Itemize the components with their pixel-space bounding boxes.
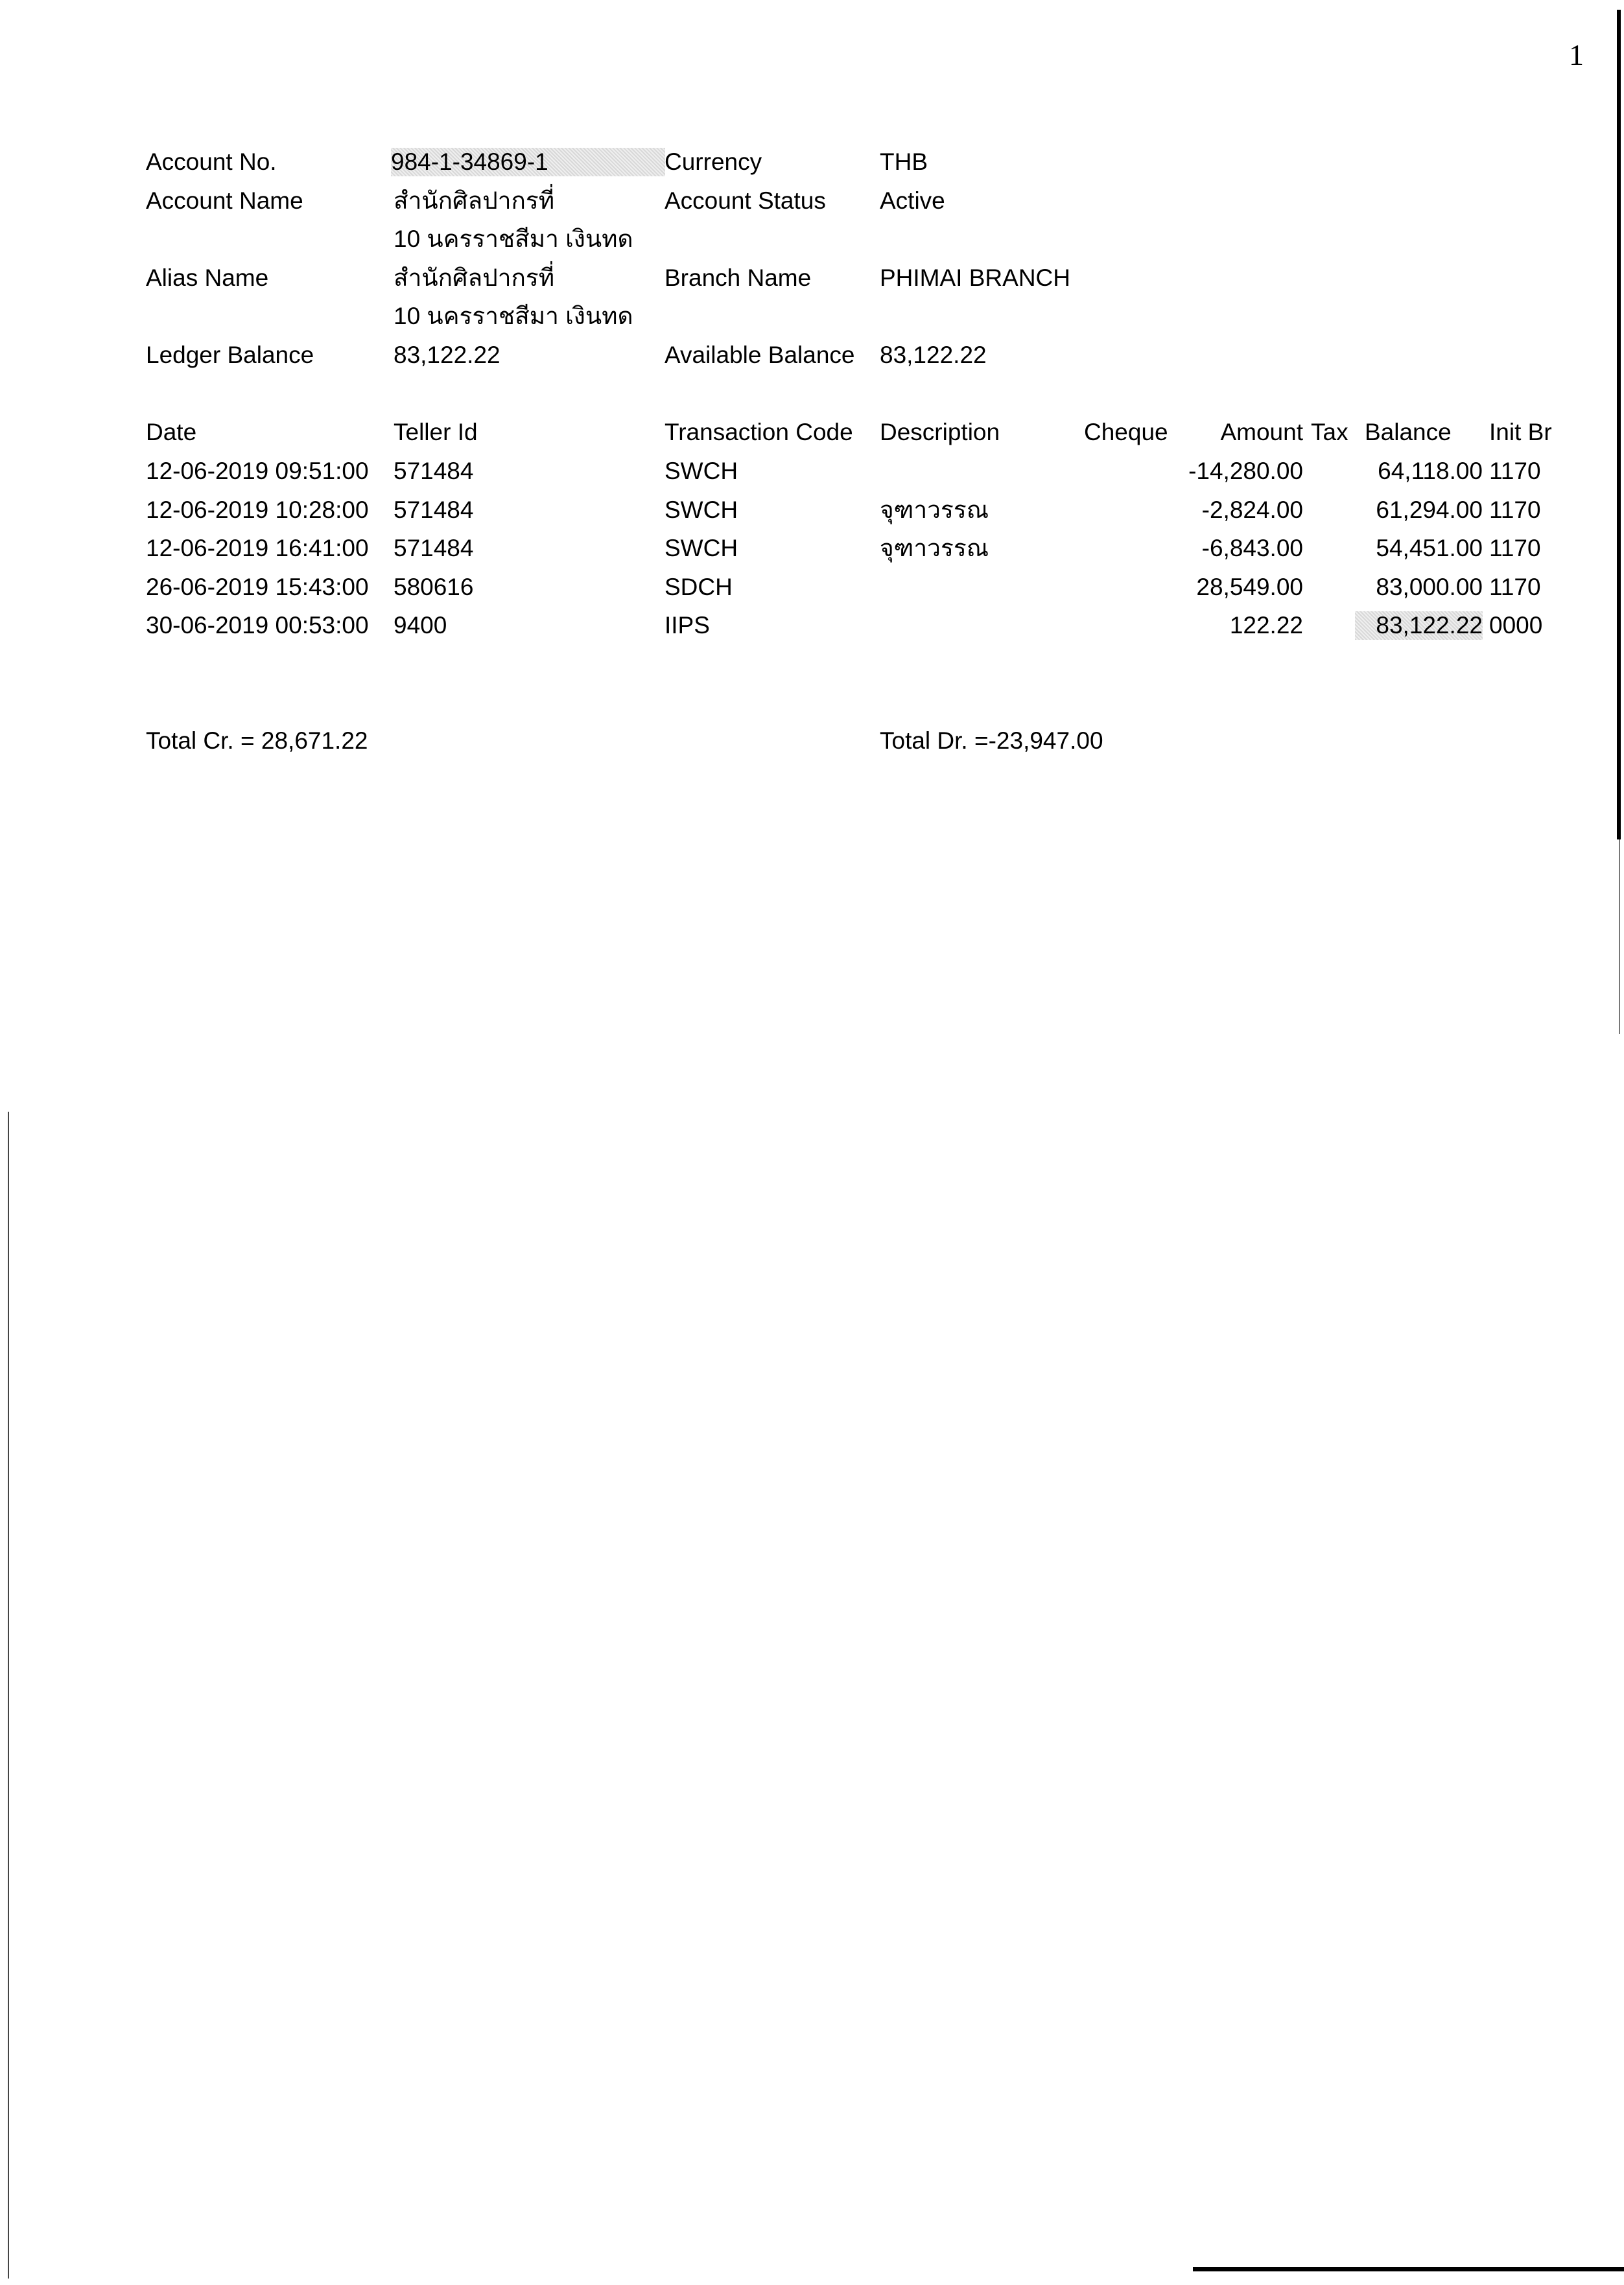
alias-name-line2: 10 นครราชสีมา เงินทด: [394, 303, 633, 329]
cell-teller-id: 571484: [394, 535, 474, 561]
cell-teller-id: 580616: [394, 574, 474, 600]
cell-amount: 122.22: [1229, 612, 1303, 639]
header-tax: Tax: [1311, 419, 1348, 445]
account-name-label: Account Name: [146, 187, 303, 214]
cell-balance: 64,118.00: [1378, 458, 1483, 484]
header-cheque: Cheque: [1084, 419, 1168, 445]
cell-balance: 83,000.00: [1376, 574, 1483, 600]
cell-transaction-code: SWCH: [665, 458, 738, 484]
cell-transaction-code: SDCH: [665, 574, 733, 600]
header-date: Date: [146, 419, 197, 445]
page-number: 1: [1569, 38, 1584, 71]
cell-init-br: 1170: [1489, 535, 1541, 561]
header-amount: Amount: [1220, 419, 1303, 445]
cell-transaction-code: SWCH: [665, 535, 738, 561]
scan-edge-right: [1617, 10, 1621, 839]
cell-init-br: 1170: [1489, 458, 1541, 484]
header-init-br: Init Br: [1489, 419, 1552, 445]
cell-description: จุฑาวรรณ: [880, 497, 989, 523]
cell-date: 30-06-2019 00:53:00: [146, 612, 369, 639]
cell-transaction-code: IIPS: [665, 612, 710, 639]
account-name-line1: สำนักศิลปากรที่: [394, 187, 555, 214]
cell-teller-id: 9400: [394, 612, 447, 639]
total-credit: Total Cr. = 28,671.22: [146, 727, 368, 754]
cell-amount: 28,549.00: [1196, 574, 1303, 600]
scan-edge-left: [8, 1112, 9, 2279]
currency-label: Currency: [665, 148, 762, 175]
account-no-value: 984-1-34869-1: [391, 148, 665, 176]
cell-teller-id: 571484: [394, 458, 474, 484]
alias-name-line1: สำนักศิลปากรที่: [394, 264, 555, 291]
header-teller-id: Teller Id: [394, 419, 478, 445]
account-status-label: Account Status: [665, 187, 826, 214]
account-no-label: Account No.: [146, 148, 277, 175]
cell-amount: -2,824.00: [1201, 497, 1303, 523]
total-debit: Total Dr. =-23,947.00: [880, 727, 1103, 754]
cell-date: 26-06-2019 15:43:00: [146, 574, 369, 600]
header-balance: Balance: [1365, 419, 1452, 445]
cell-balance: 83,122.22: [1355, 611, 1483, 640]
cell-balance: 61,294.00: [1376, 497, 1483, 523]
account-name-line2: 10 นครราชสีมา เงินทด: [394, 226, 633, 252]
account-status-value: Active: [880, 187, 945, 214]
available-balance-label: Available Balance: [665, 342, 855, 368]
branch-name-value: PHIMAI BRANCH: [880, 264, 1070, 291]
ledger-balance-value: 83,122.22: [394, 342, 500, 368]
currency-value: THB: [880, 148, 928, 175]
cell-init-br: 0000: [1489, 612, 1543, 639]
available-balance-value: 83,122.22: [880, 342, 987, 368]
cell-balance: 54,451.00: [1376, 535, 1483, 561]
ledger-balance-label: Ledger Balance: [146, 342, 314, 368]
cell-teller-id: 571484: [394, 497, 474, 523]
header-transaction-code: Transaction Code: [665, 419, 853, 445]
cell-init-br: 1170: [1489, 497, 1541, 523]
cell-date: 12-06-2019 16:41:00: [146, 535, 369, 561]
cell-date: 12-06-2019 10:28:00: [146, 497, 369, 523]
header-description: Description: [880, 419, 1000, 445]
cell-amount: -6,843.00: [1201, 535, 1303, 561]
cell-transaction-code: SWCH: [665, 497, 738, 523]
scan-edge-bottom: [1193, 2267, 1624, 2271]
cell-date: 12-06-2019 09:51:00: [146, 458, 369, 484]
scan-edge-right-faint: [1619, 839, 1620, 1034]
cell-init-br: 1170: [1489, 574, 1541, 600]
cell-amount: -14,280.00: [1188, 458, 1303, 484]
alias-name-label: Alias Name: [146, 264, 269, 291]
cell-description: จุฑาวรรณ: [880, 535, 989, 561]
branch-name-label: Branch Name: [665, 264, 812, 291]
